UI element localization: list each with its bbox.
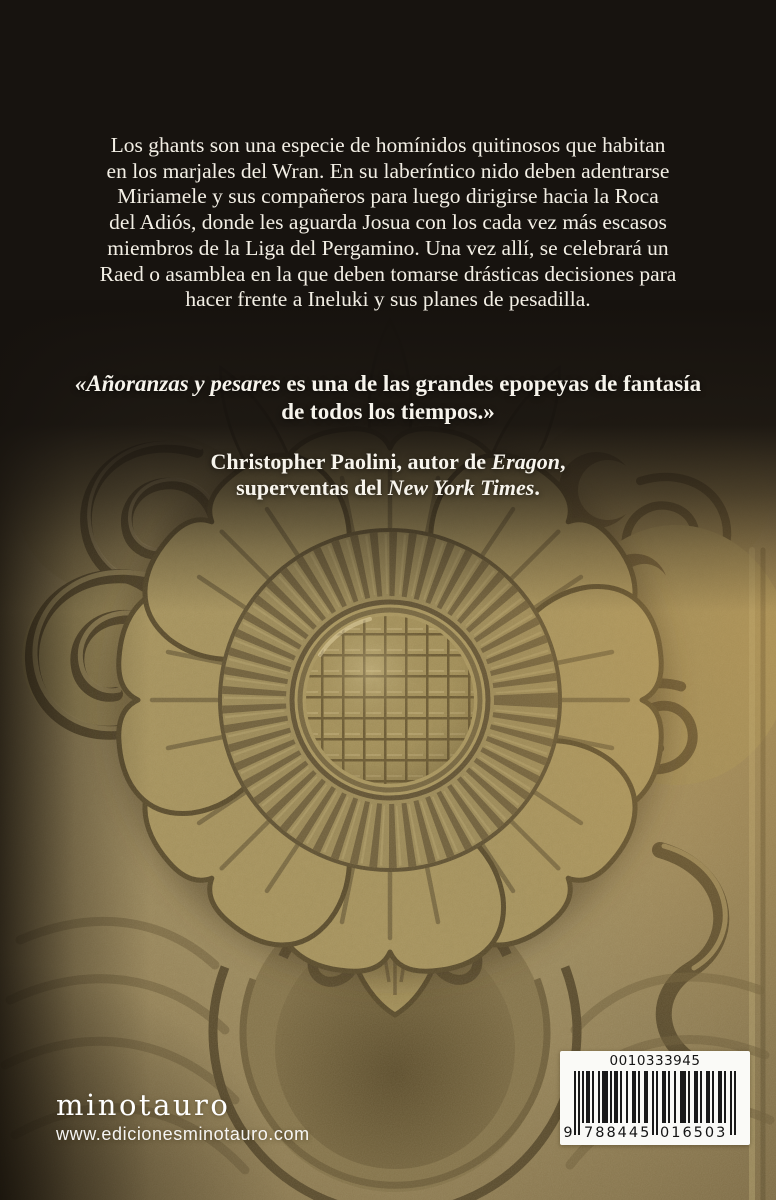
quote-series-title: Añoranzas y pesares — [86, 371, 281, 396]
attribution-author: Christopher Paolini, autor de — [210, 449, 492, 474]
attribution-punct: . — [534, 475, 540, 500]
quote-text: es una de las grandes epopeyas de fantasía — [280, 371, 702, 396]
attribution-punct: , — [559, 449, 566, 474]
publisher-website-url: www.edicionesminotauro.com — [56, 1124, 310, 1144]
publisher-block — [56, 1090, 310, 1144]
attribution-book-title: Eragon — [491, 449, 560, 474]
synopsis-line: Los ghants son una especie de homínidos quitinosos que habitan — [110, 133, 666, 157]
synopsis-line: hacer frente a Ineluki y sus planes de pesadilla. — [185, 287, 591, 312]
quote-attribution — [20, 449, 756, 501]
attribution-line-1 — [20, 449, 756, 475]
publisher-logo-wordmark: minotauro — [56, 1088, 231, 1122]
barcode-sticker — [560, 1051, 750, 1145]
attribution-newspaper: New York Times — [387, 475, 535, 500]
synopsis-line: miembros de la Liga del Pergamino. Una vez allí, se celebrará un — [107, 235, 669, 260]
attribution-credit: superventas del — [236, 475, 388, 500]
barcode-isbn-group-1: 788445 — [584, 1125, 652, 1141]
quote-line-2: de todos los tiempos.» — [281, 399, 495, 424]
quote-open-mark: « — [74, 371, 87, 396]
review-quote — [20, 370, 756, 426]
quote-line-1 — [20, 370, 756, 398]
synopsis-line: en los marjales del Wran. En su laberíntico nido deben adentrarse — [106, 158, 670, 183]
synopsis-line: del Adiós, donde les aguarda Josua con los cada vez más escasos — [109, 210, 667, 235]
barcode-top-number: 0010333945 — [609, 1053, 701, 1069]
synopsis-line: Raed o asamblea en la que deben tomarse drásticas decisiones para — [99, 261, 677, 286]
barcode-isbn-prefix: 9 — [563, 1125, 573, 1141]
synopsis-paragraph — [30, 133, 746, 313]
attribution-line-2 — [20, 475, 756, 501]
synopsis-line: Miriamele y sus compañeros para luego dirigirse hacia la Roca — [117, 184, 659, 209]
barcode-isbn-group-2: 016503 — [660, 1125, 728, 1141]
